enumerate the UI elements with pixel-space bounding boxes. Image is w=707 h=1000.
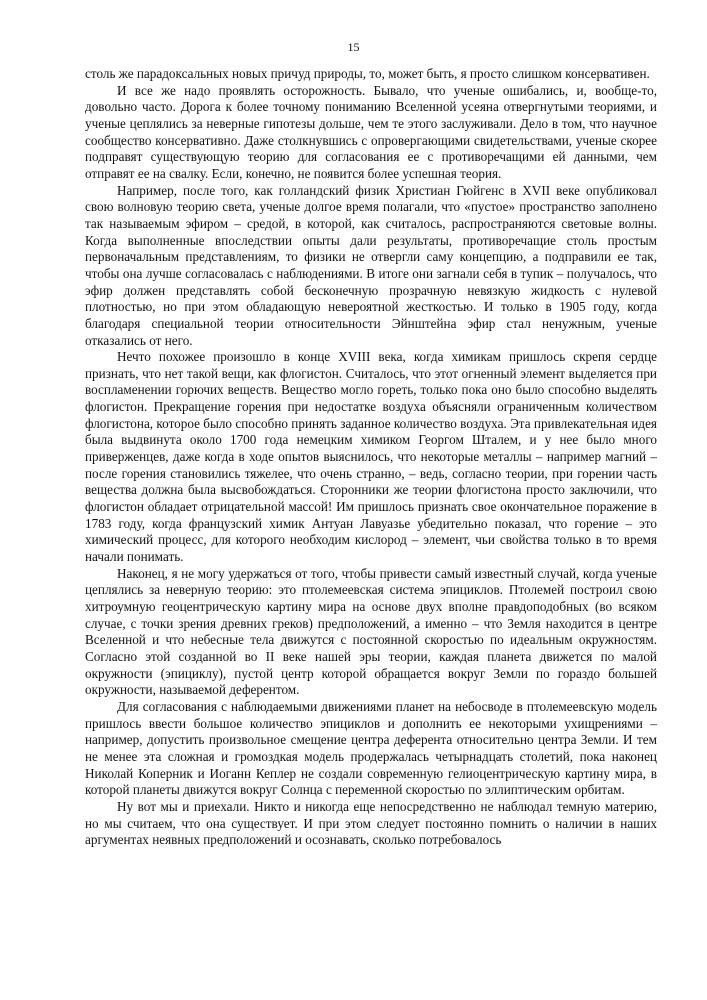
paragraph-6: Для согласования с наблюдаемыми движениями планет на небосводе в птолемеевскую модель пришлось ввести большое количество эпициклов и дополнить ее некоторыми ухищрениями – например, допустить произвольное смещение центра деферента относительно центра Земли. И тем не менее эта сложная и громоздкая модель продержалась четырнадцать столетий, пока наконец Николай Коперник и Иоганн Кеплер не создали современную гелиоцентрическую картину мира, в которой планеты движутся вокруг Солнца с переменной скоростью по эллиптическим орбитам. bbox=[85, 698, 657, 798]
paragraph-2: И все же надо проявлять осторожность. Бывало, что ученые ошибались, и, вообще-то, довольно часто. Дорога к более точному пониманию Вселенной усеяна отвергнутыми теориями, и ученые цеплялись за неверные гипотезы дольше, чем те этого заслуживали. Дело в том, что научное сообщество консервативно. Даже столкнувшись с опровергающими свидетельствами, ученые скорее подправят существующую теорию для согласования ее с противоречащими ей данными, чем отправят ее на свалку. Если, конечно, не появится более успешная теория. bbox=[85, 82, 657, 181]
paragraph-5: Наконец, я не могу удержаться от того, чтобы привести самый известный случай, когда ученые цеплялись за неверную теорию: это птолемеевская система эпициклов. Птолемей построил свою хитроумную геоцентрическую картину мира на основе двух вполне правдоподобных (во всяком случае, с точки зрения древних греков) предположений, а именно – что Земля находится в центре Вселенной и что небесные тела движутся с постоянной скоростью по идеальным окружностям. Согласно этой созданной во II веке нашей эры теории, каждая планета движется по малой окружности (эпициклу), пустой центр которой обращается вокруг Земли по гораздо большей окружности, называемой деферентом. bbox=[85, 565, 657, 698]
paragraph-1: столь же парадоксальных новых причуд природы, то, может быть, я просто слишком консервативен. bbox=[85, 66, 650, 81]
paragraph-7: Ну вот мы и приехали. Никто и никогда еще непосредственно не наблюдал темную материю, но мы считаем, что она существует. И при этом следует постоянно помнить о наличии в наших аргументах неявных предположений и осознавать, сколько потребовалось bbox=[85, 798, 657, 848]
paragraph-3: Например, после того, как голландский физик Христиан Гюйгенс в XVII веке опубликовал свою волновую теорию света, ученые долгое время полагали, что «пустое» пространство заполнено так называемым эфиром – средой, в которой, как считалось, распространяются световые волны. Когда выполненные впоследствии опыты дали результаты, противоречащие столь простым первоначальным представлениям, то физики не отвергли саму концепцию, а подправили ее так, чтобы она лучше согласовалась с наблюдениями. В итоге они загнали себя в тупик – получалось, что эфир должен представлять собой бесконечную прозрачную невязкую жидкость с нулевой плотностью, но при этом обладающую невероятной жесткостью. И только в 1905 году, когда благодаря специальной теории относительности Эйнштейна эфир стал ненужным, ученые отказались от него. bbox=[85, 182, 657, 348]
paragraph-4: Нечто похожее произошло в конце XVIII века, когда химикам пришлось скрепя сердце признать, что нет такой вещи, как флогистон. Считалось, что этот огненный элемент выделяется при воспламенении горючих веществ. Вещество могло гореть, только пока оно было способно выделять флогистон. Прекращение горения при недостатке воздуха объясняли ограниченным количеством флогистона, которое было способно принять заданное количество воздуха. Эта привлекательная идея была выдвинута около 1700 года немецким химиком Георгом Шталем, и у нее было много приверженцев, даже когда в ходе опытов выяснилось, что некоторые металлы – например магний – после горения становились тяжелее, что очень странно, – ведь, согласно теории, при горении часть вещества должна была высвобождаться. Сторонники же теории флогистона просто заключили, что флогистон обладает отрицательной массой! Им пришлось признать свое окончательное поражение в 1783 году, когда французский химик Антуан Лавуазье убедительно показал, что горение – это химический процесс, для которого необходим кислород – элемент, чьи свойства только в то время начали понимать. bbox=[85, 349, 657, 565]
body-text bbox=[85, 66, 657, 849]
page-number: 15 bbox=[347, 40, 360, 54]
